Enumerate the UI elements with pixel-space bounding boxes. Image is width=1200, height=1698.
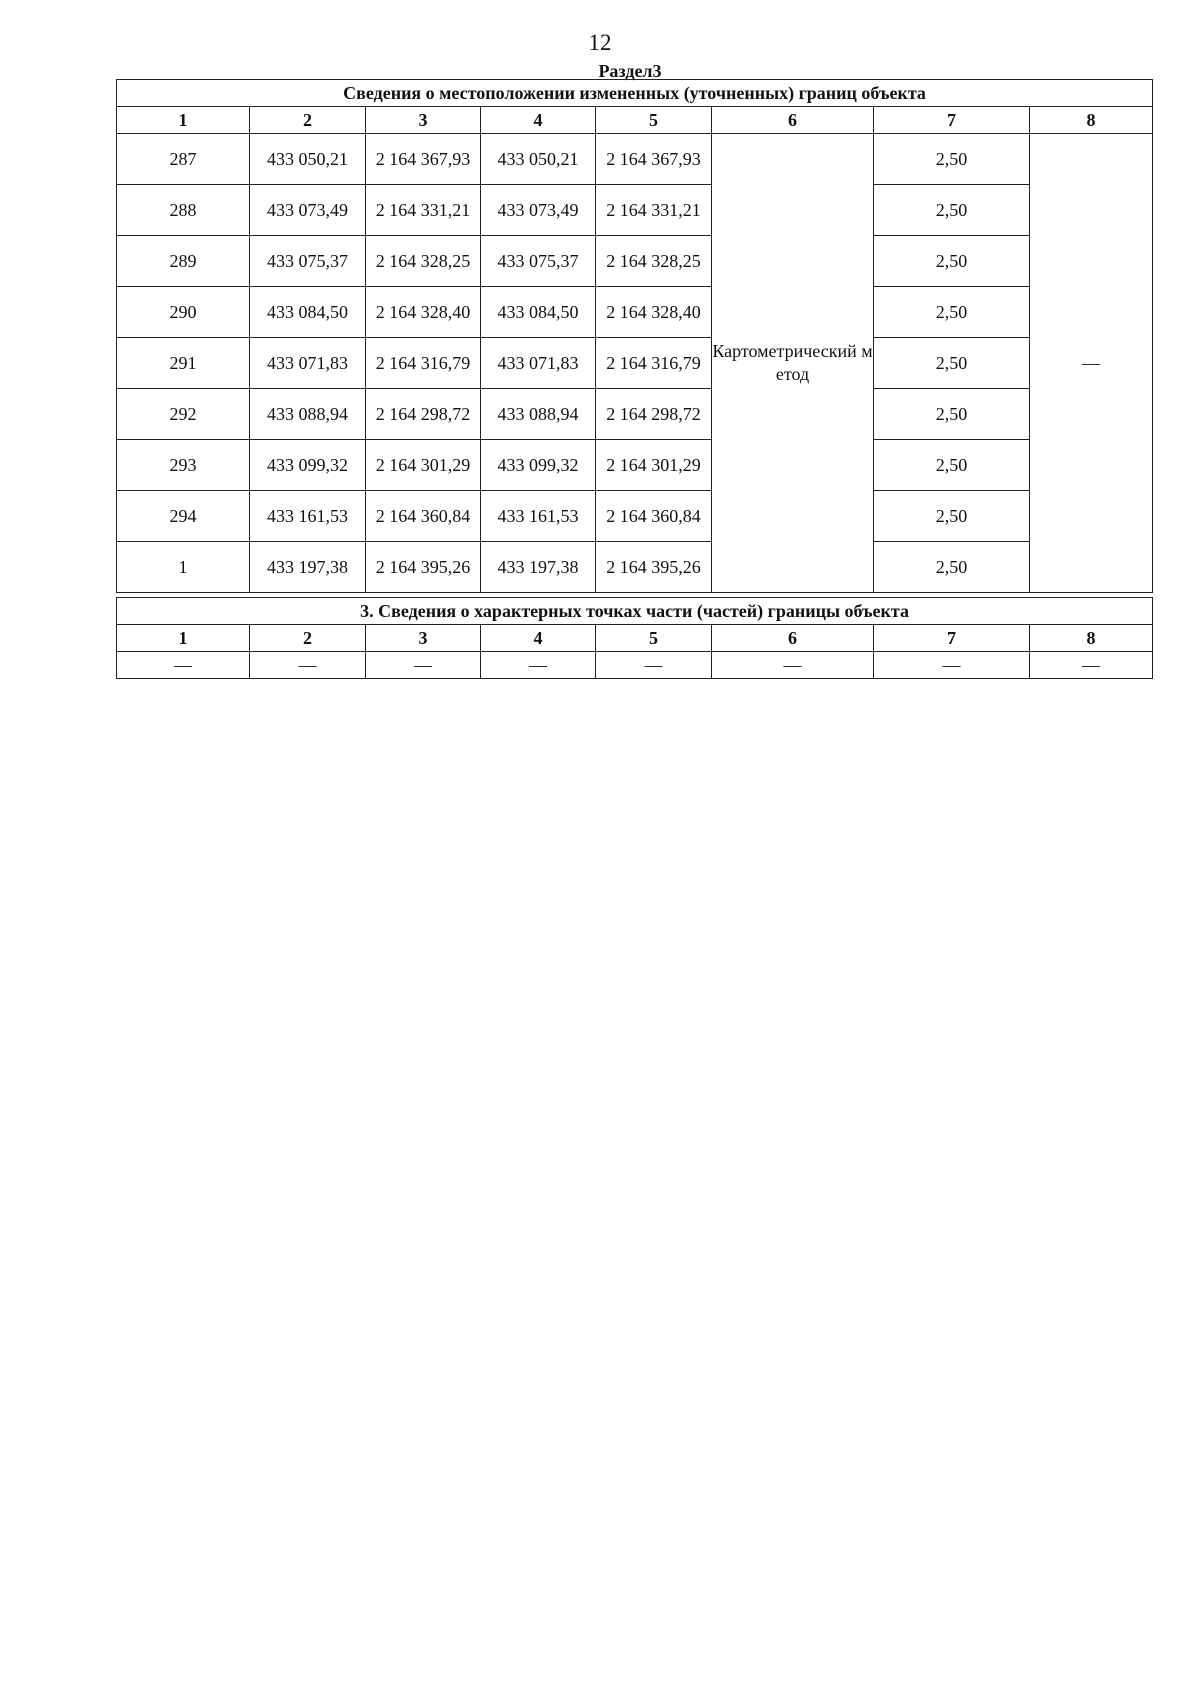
table-row [117, 652, 1153, 679]
table-cell: 433 075,37 [481, 236, 596, 287]
table-cell: 433 088,94 [250, 389, 366, 440]
header-cell: 4 [481, 625, 596, 652]
table-cell: 433 088,94 [481, 389, 596, 440]
table-cell: 433 073,49 [481, 185, 596, 236]
boundary-table [116, 79, 1153, 593]
table-cell: 290 [117, 287, 250, 338]
table-cell: 291 [117, 338, 250, 389]
table-cell: 433 071,83 [481, 338, 596, 389]
table-cell: — [481, 652, 596, 679]
table-cell: 2 164 331,21 [366, 185, 481, 236]
table-cell: 433 161,53 [250, 491, 366, 542]
table-cell: 2 164 395,26 [596, 542, 712, 593]
table-cell: 433 075,37 [250, 236, 366, 287]
header-cell: 5 [596, 107, 712, 134]
table-cell: 288 [117, 185, 250, 236]
table-cell: 2,50 [874, 185, 1030, 236]
header-cell: 1 [117, 625, 250, 652]
table-row [117, 389, 1153, 440]
table-cell: 433 197,38 [481, 542, 596, 593]
table-cell: — [366, 652, 481, 679]
table-row [117, 287, 1153, 338]
table-row [117, 542, 1153, 593]
table-cell: 433 099,32 [481, 440, 596, 491]
header-cell: 2 [250, 107, 366, 134]
table-row [117, 185, 1153, 236]
table-cell: — [250, 652, 366, 679]
table-cell: — [596, 652, 712, 679]
table-cell: — [712, 652, 874, 679]
table-cell: 2 164 367,93 [596, 134, 712, 185]
table-cell: 2 164 328,25 [366, 236, 481, 287]
table-cell: 292 [117, 389, 250, 440]
header-cell: 7 [874, 625, 1030, 652]
table-cell: 289 [117, 236, 250, 287]
empty-mark-cell: — [1030, 134, 1153, 593]
table-cell: 433 073,49 [250, 185, 366, 236]
table-cell: 293 [117, 440, 250, 491]
table-cell: 2 164 301,29 [366, 440, 481, 491]
header-cell: 6 [712, 625, 874, 652]
table-cell: 2 164 298,72 [596, 389, 712, 440]
table-cell: 433 084,50 [250, 287, 366, 338]
header-cell: 2 [250, 625, 366, 652]
table-row [117, 491, 1153, 542]
table-cell: 2,50 [874, 338, 1030, 389]
table-cell: 2 164 316,79 [366, 338, 481, 389]
section-title: Раздел3 [598, 61, 662, 81]
header-cell: 8 [1030, 107, 1153, 134]
header-cell: 1 [117, 107, 250, 134]
method-cell: Картометрический метод [712, 134, 874, 593]
header-cell: 4 [481, 107, 596, 134]
table-cell: 2,50 [874, 236, 1030, 287]
table-cell: 1 [117, 542, 250, 593]
table-cell: 2,50 [874, 134, 1030, 185]
parts-table [116, 597, 1153, 679]
table-cell: 2 164 360,84 [366, 491, 481, 542]
table-cell: 2 164 331,21 [596, 185, 712, 236]
table-title: 3. Сведения о характерных точках части (частей) границы объекта [117, 598, 1153, 625]
table-cell: 433 050,21 [250, 134, 366, 185]
table-cell: — [1030, 652, 1153, 679]
table-cell: 294 [117, 491, 250, 542]
table-title: Сведения о местоположении измененных (уточненных) границ объекта [117, 80, 1153, 107]
table-cell: 2,50 [874, 287, 1030, 338]
table-cell: 2 164 298,72 [366, 389, 481, 440]
table-cell: 2,50 [874, 440, 1030, 491]
header-cell: 6 [712, 107, 874, 134]
table-cell: 433 071,83 [250, 338, 366, 389]
table-cell: 2,50 [874, 389, 1030, 440]
table-cell: 433 050,21 [481, 134, 596, 185]
table-cell: 2 164 328,25 [596, 236, 712, 287]
table-cell: 2 164 395,26 [366, 542, 481, 593]
table-cell: 2 164 360,84 [596, 491, 712, 542]
table-cell: 2 164 328,40 [596, 287, 712, 338]
header-cell: 3 [366, 625, 481, 652]
table-row [117, 236, 1153, 287]
table-cell: 2 164 316,79 [596, 338, 712, 389]
page-number: 12 [588, 30, 612, 55]
table-cell: 433 099,32 [250, 440, 366, 491]
header-cell: 8 [1030, 625, 1153, 652]
header-cell: 7 [874, 107, 1030, 134]
table-cell: 287 [117, 134, 250, 185]
table-cell: 433 197,38 [250, 542, 366, 593]
table-cell: 433 084,50 [481, 287, 596, 338]
header-cell: 5 [596, 625, 712, 652]
header-cell: 3 [366, 107, 481, 134]
table-cell: — [874, 652, 1030, 679]
table-row [117, 440, 1153, 491]
table-row [117, 338, 1153, 389]
header-row [117, 107, 1153, 134]
table-cell: 2 164 328,40 [366, 287, 481, 338]
header-row [117, 625, 1153, 652]
table-cell: 2,50 [874, 542, 1030, 593]
table-cell: 2,50 [874, 491, 1030, 542]
table-row [117, 134, 1153, 185]
table-cell: — [117, 652, 250, 679]
table-cell: 2 164 301,29 [596, 440, 712, 491]
table-cell: 433 161,53 [481, 491, 596, 542]
table-cell: 2 164 367,93 [366, 134, 481, 185]
